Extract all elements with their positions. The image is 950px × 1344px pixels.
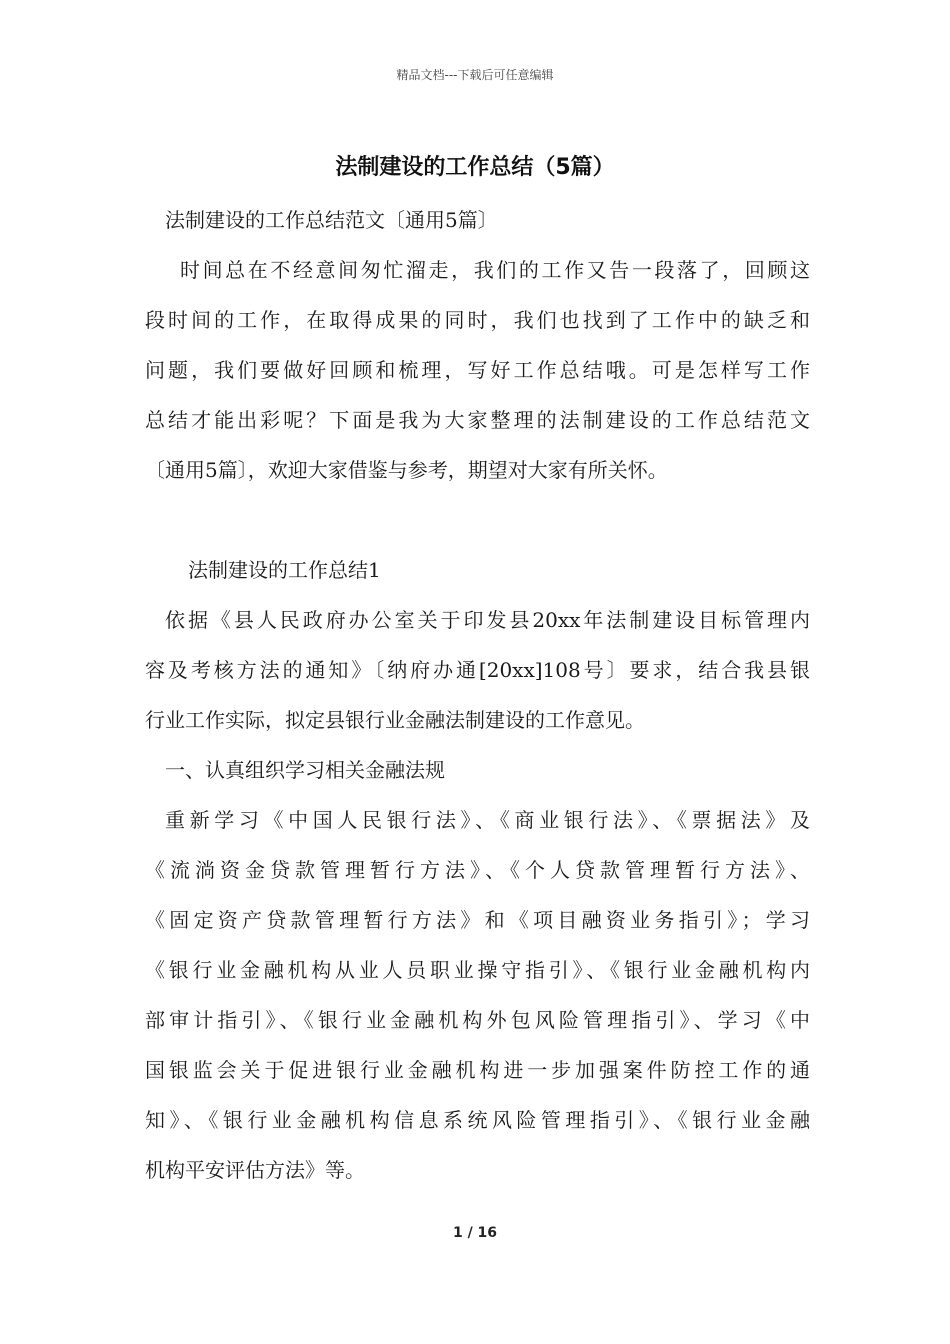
paragraph-line: 依据《县人民政府办公室关于印发县20xx年法制建设目标管理内: [165, 608, 810, 632]
paragraph-line: 总结才能出彩呢？下面是我为大家整理的法制建设的工作总结范文: [145, 408, 810, 432]
paragraph-line: 容及考核方法的通知》〔纳府办通[20xx]108号〕要求，结合我县银: [145, 658, 810, 682]
page-number: 1 / 16: [452, 1225, 498, 1241]
page-header: 精品文档---下载后可任意编辑: [396, 68, 554, 82]
subtitle-line: 法制建设的工作总结范文〔通用5篇〕: [165, 208, 498, 232]
document-title: 法制建设的工作总结（5篇）: [335, 155, 615, 180]
paragraph-line: 行业工作实际，拟定县银行业金融法制建设的工作意见。: [145, 708, 645, 732]
paragraph-line: 时间总在不经意间匆忙溜走，我们的工作又告一段落了，回顾这: [180, 258, 810, 282]
paragraph-line: 《银行业金融机构从业人员职业操守指引》、《银行业金融机构内: [145, 958, 810, 982]
paragraph-line: 问题，我们要做好回顾和梳理，写好工作总结哦。可是怎样写工作: [145, 358, 810, 382]
paragraph-line: 〔通用5篇〕，欢迎大家借鉴与参考，期望对大家有所关怀。: [145, 458, 668, 482]
paragraph-line: 《固定资产贷款管理暂行方法》和《项目融资业务指引》；学习: [145, 908, 810, 932]
paragraph-line: 重新学习《中国人民银行法》、《商业银行法》、《票据法》及: [165, 808, 810, 832]
paragraph-line: 《流淌资金贷款管理暂行方法》、《个人贷款管理暂行方法》、: [145, 858, 810, 882]
paragraph-line: 国银监会关于促进银行业金融机构进一步加强案件防控工作的通: [145, 1058, 810, 1082]
paragraph-line: 段时间的工作，在取得成果的同时，我们也找到了工作中的缺乏和: [145, 308, 810, 332]
paragraph-line: 部审计指引》、《银行业金融机构外包风险管理指引》、学习《中: [145, 1008, 810, 1032]
subsection-heading: 一、认真组织学习相关金融法规: [165, 758, 445, 782]
paragraph-line: 知》、《银行业金融机构信息系统风险管理指引》、《银行业金融: [145, 1108, 810, 1132]
section-heading: 法制建设的工作总结1: [188, 558, 381, 582]
paragraph-line: 机构平安评估方法》等。: [145, 1158, 365, 1182]
